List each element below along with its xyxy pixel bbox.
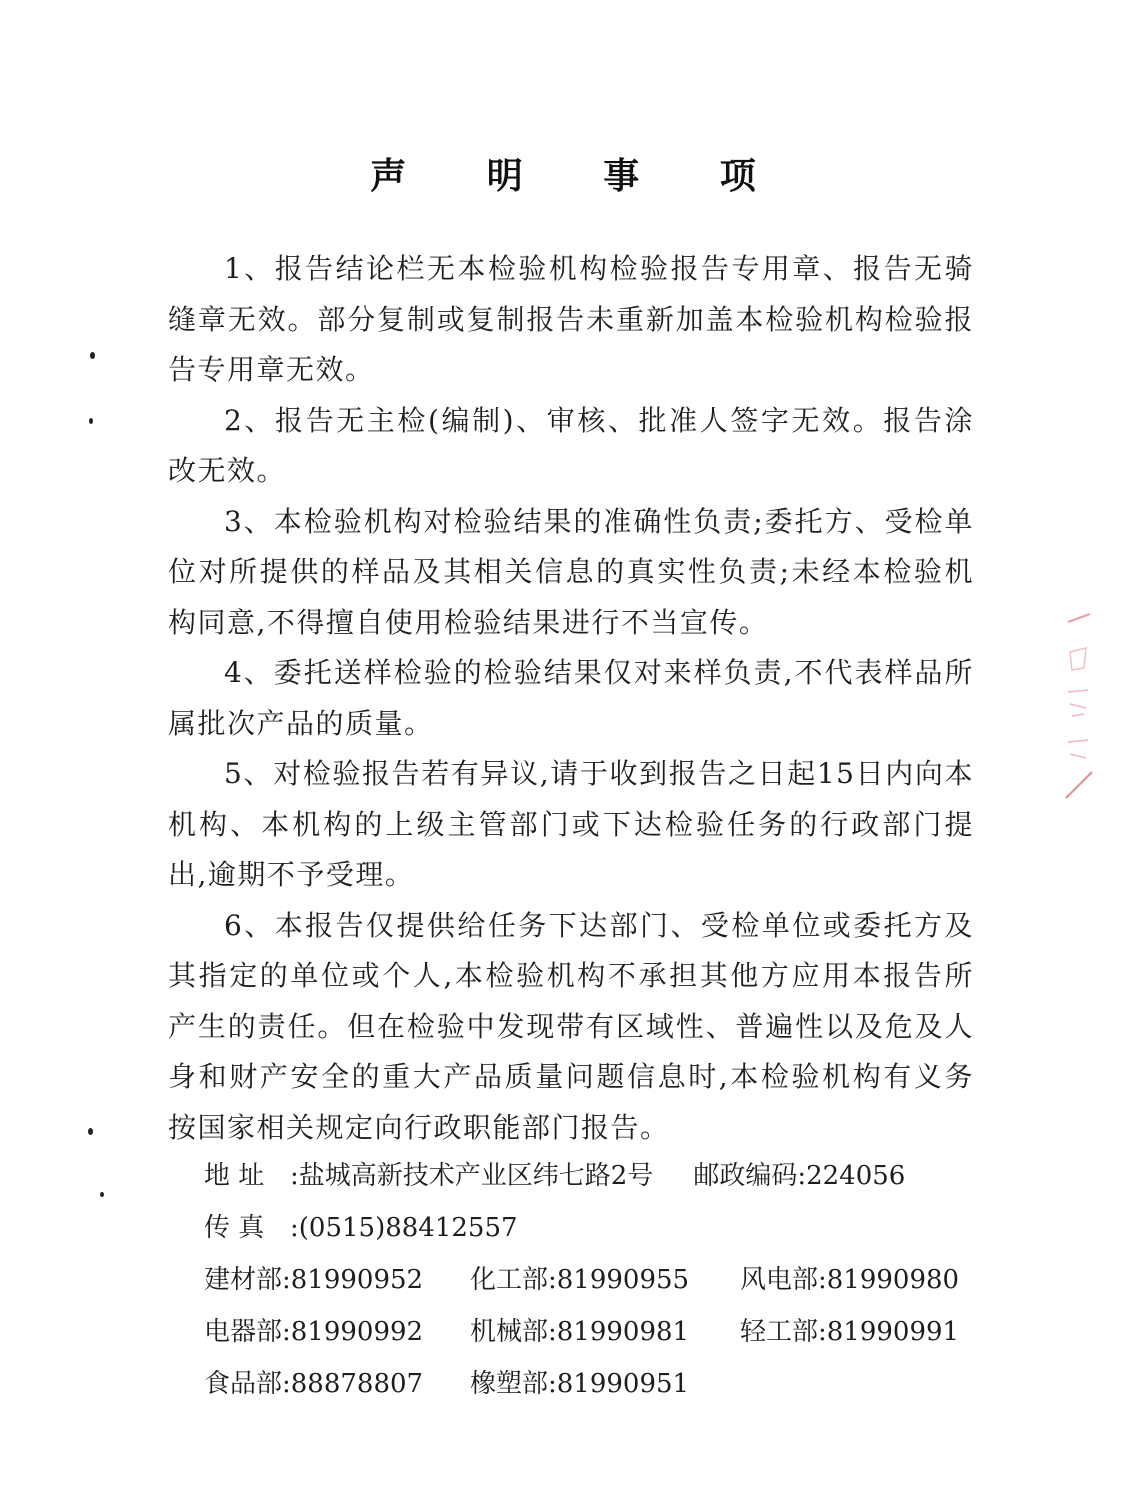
contact-info	[204, 1150, 994, 1410]
fax-label: 传 真	[204, 1213, 265, 1243]
postcode: 邮政编码:224056	[693, 1161, 906, 1191]
department-phone: 食品部:88878807	[204, 1369, 424, 1399]
declaration-item-1: 1、报告结论栏无本检验机构检验报告专用章、报告无骑缝章无效。部分复制或复制报告未重新加盖本检验机构检验报告专用章无效。	[168, 252, 974, 386]
department-phone: 风电部:81990980	[740, 1265, 960, 1295]
department-phone: 机械部:81990981	[470, 1317, 690, 1347]
declaration-item-3: 3、本检验机构对检验结果的准确性负责;委托方、受检单位对所提供的样品及其相关信息的真实性负责;未经本检验机构同意,不得擅自使用检验结果进行不当宣传。	[168, 504, 974, 639]
department-phone: 化工部:81990955	[470, 1265, 690, 1295]
declaration-body	[168, 244, 974, 1153]
declaration-item-4: 4、委托送样检验的检验结果仅对来样负责,不代表样品所属批次产品的质量。	[168, 656, 974, 740]
fax-value: :(0515)88412557	[290, 1213, 518, 1243]
department-phone: 电器部:81990992	[204, 1317, 424, 1347]
address-label: 地 址	[204, 1161, 265, 1191]
scan-speck	[88, 1128, 93, 1135]
address-row	[204, 1150, 994, 1202]
department-row	[204, 1358, 994, 1410]
declaration-item-5: 5、对检验报告若有异议,请于收到报告之日起15日内向本机构、本机构的上级主管部门或下达检验任务的行政部门提出,逾期不予受理。	[168, 757, 974, 891]
scan-speck	[89, 418, 93, 424]
scan-speck	[100, 1192, 104, 1197]
department-row	[204, 1254, 994, 1306]
declaration-item-6: 6、本报告仅提供给任务下达部门、受检单位或委托方及其指定的单位或个人,本检验机构不承担其他方应用本报告所产生的责任。但在检验中发现带有区域性、普遍性以及危及人身和财产安全的重大产品质量问题信息时,本检验机构有义务按国家相关规定向行政职能部门报告。	[168, 908, 974, 1144]
address-value: :盐城高新技术产业区纬七路2号	[290, 1161, 654, 1191]
department-phone: 建材部:81990952	[204, 1265, 424, 1295]
page-title: 声 明 事 项	[370, 155, 790, 197]
seal-stamp-edge	[1062, 612, 1096, 800]
department-row	[204, 1306, 994, 1358]
department-phone: 轻工部:81990991	[740, 1317, 960, 1347]
scan-speck	[90, 352, 95, 359]
declaration-item-2: 2、报告无主检(编制)、审核、批准人签字无效。报告涂改无效。	[168, 403, 974, 487]
fax-row	[204, 1202, 994, 1254]
department-phone: 橡塑部:81990951	[470, 1369, 690, 1399]
